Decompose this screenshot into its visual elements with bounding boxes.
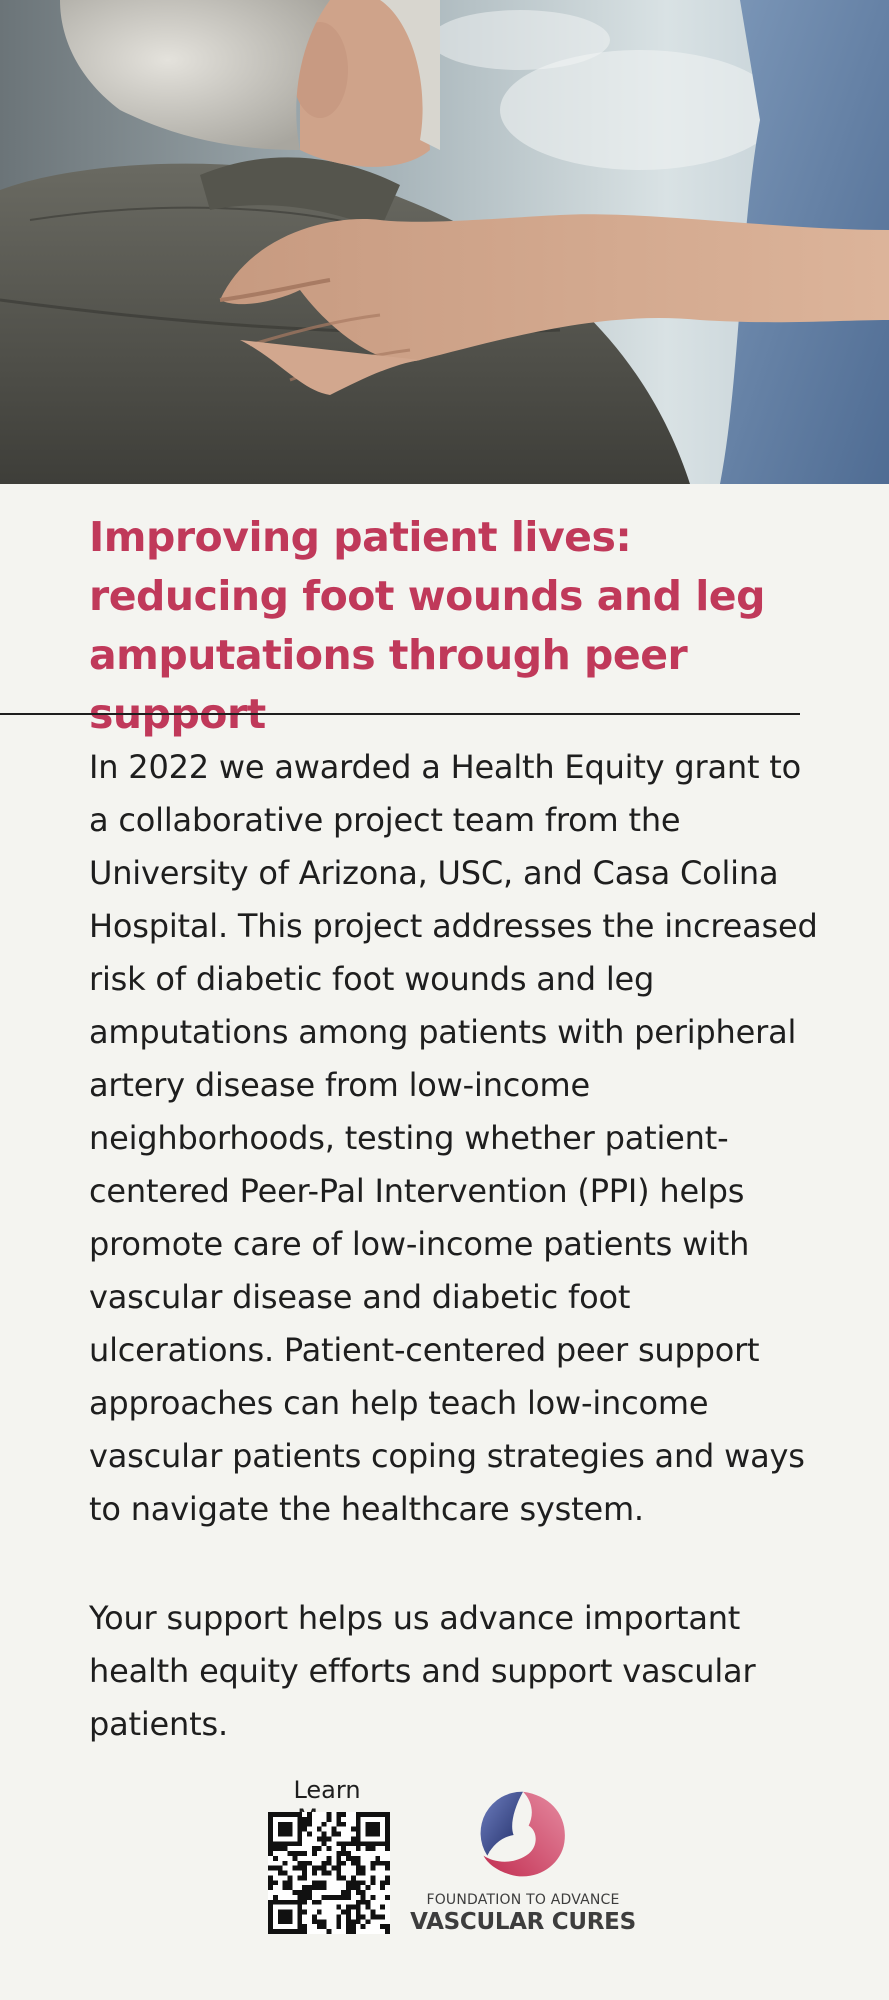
body-paragraph: In 2022 we awarded a Health Equity grant to a collaborative project team from the University of Arizona, USC, and Casa Colina Hospital. This project addresses the increased risk of diabetic foot wounds and leg amputations among patients with peripheral artery disease from low-income neighborhoods, testing whether patient-centered Peer-Pal Intervention (PPI) helps promote care of low-income patients with vascular disease and diabetic foot ulcerations. Patient-centered peer support approaches can help teach low-income vascular patients coping strategies and ways to navigate the healthcare system.: [89, 748, 818, 1528]
logo-line2: VASCULAR CURES: [410, 1909, 636, 1935]
learn-more-label[interactable]: Learn: [293, 1776, 361, 1804]
hero-photo: [0, 0, 889, 484]
logo-line1: FOUNDATION TO ADVANCE: [426, 1892, 620, 1908]
vascular-cures-logo-icon: [476, 1788, 570, 1882]
support-paragraph: Your support helps us advance important health equity efforts and support vascular patients.: [89, 1599, 756, 1743]
divider-rule: [0, 713, 800, 715]
headline: Improving patient lives: reducing foot wounds and leg amputations through peer support: [89, 513, 765, 738]
qr-code[interactable]: [268, 1812, 390, 1934]
